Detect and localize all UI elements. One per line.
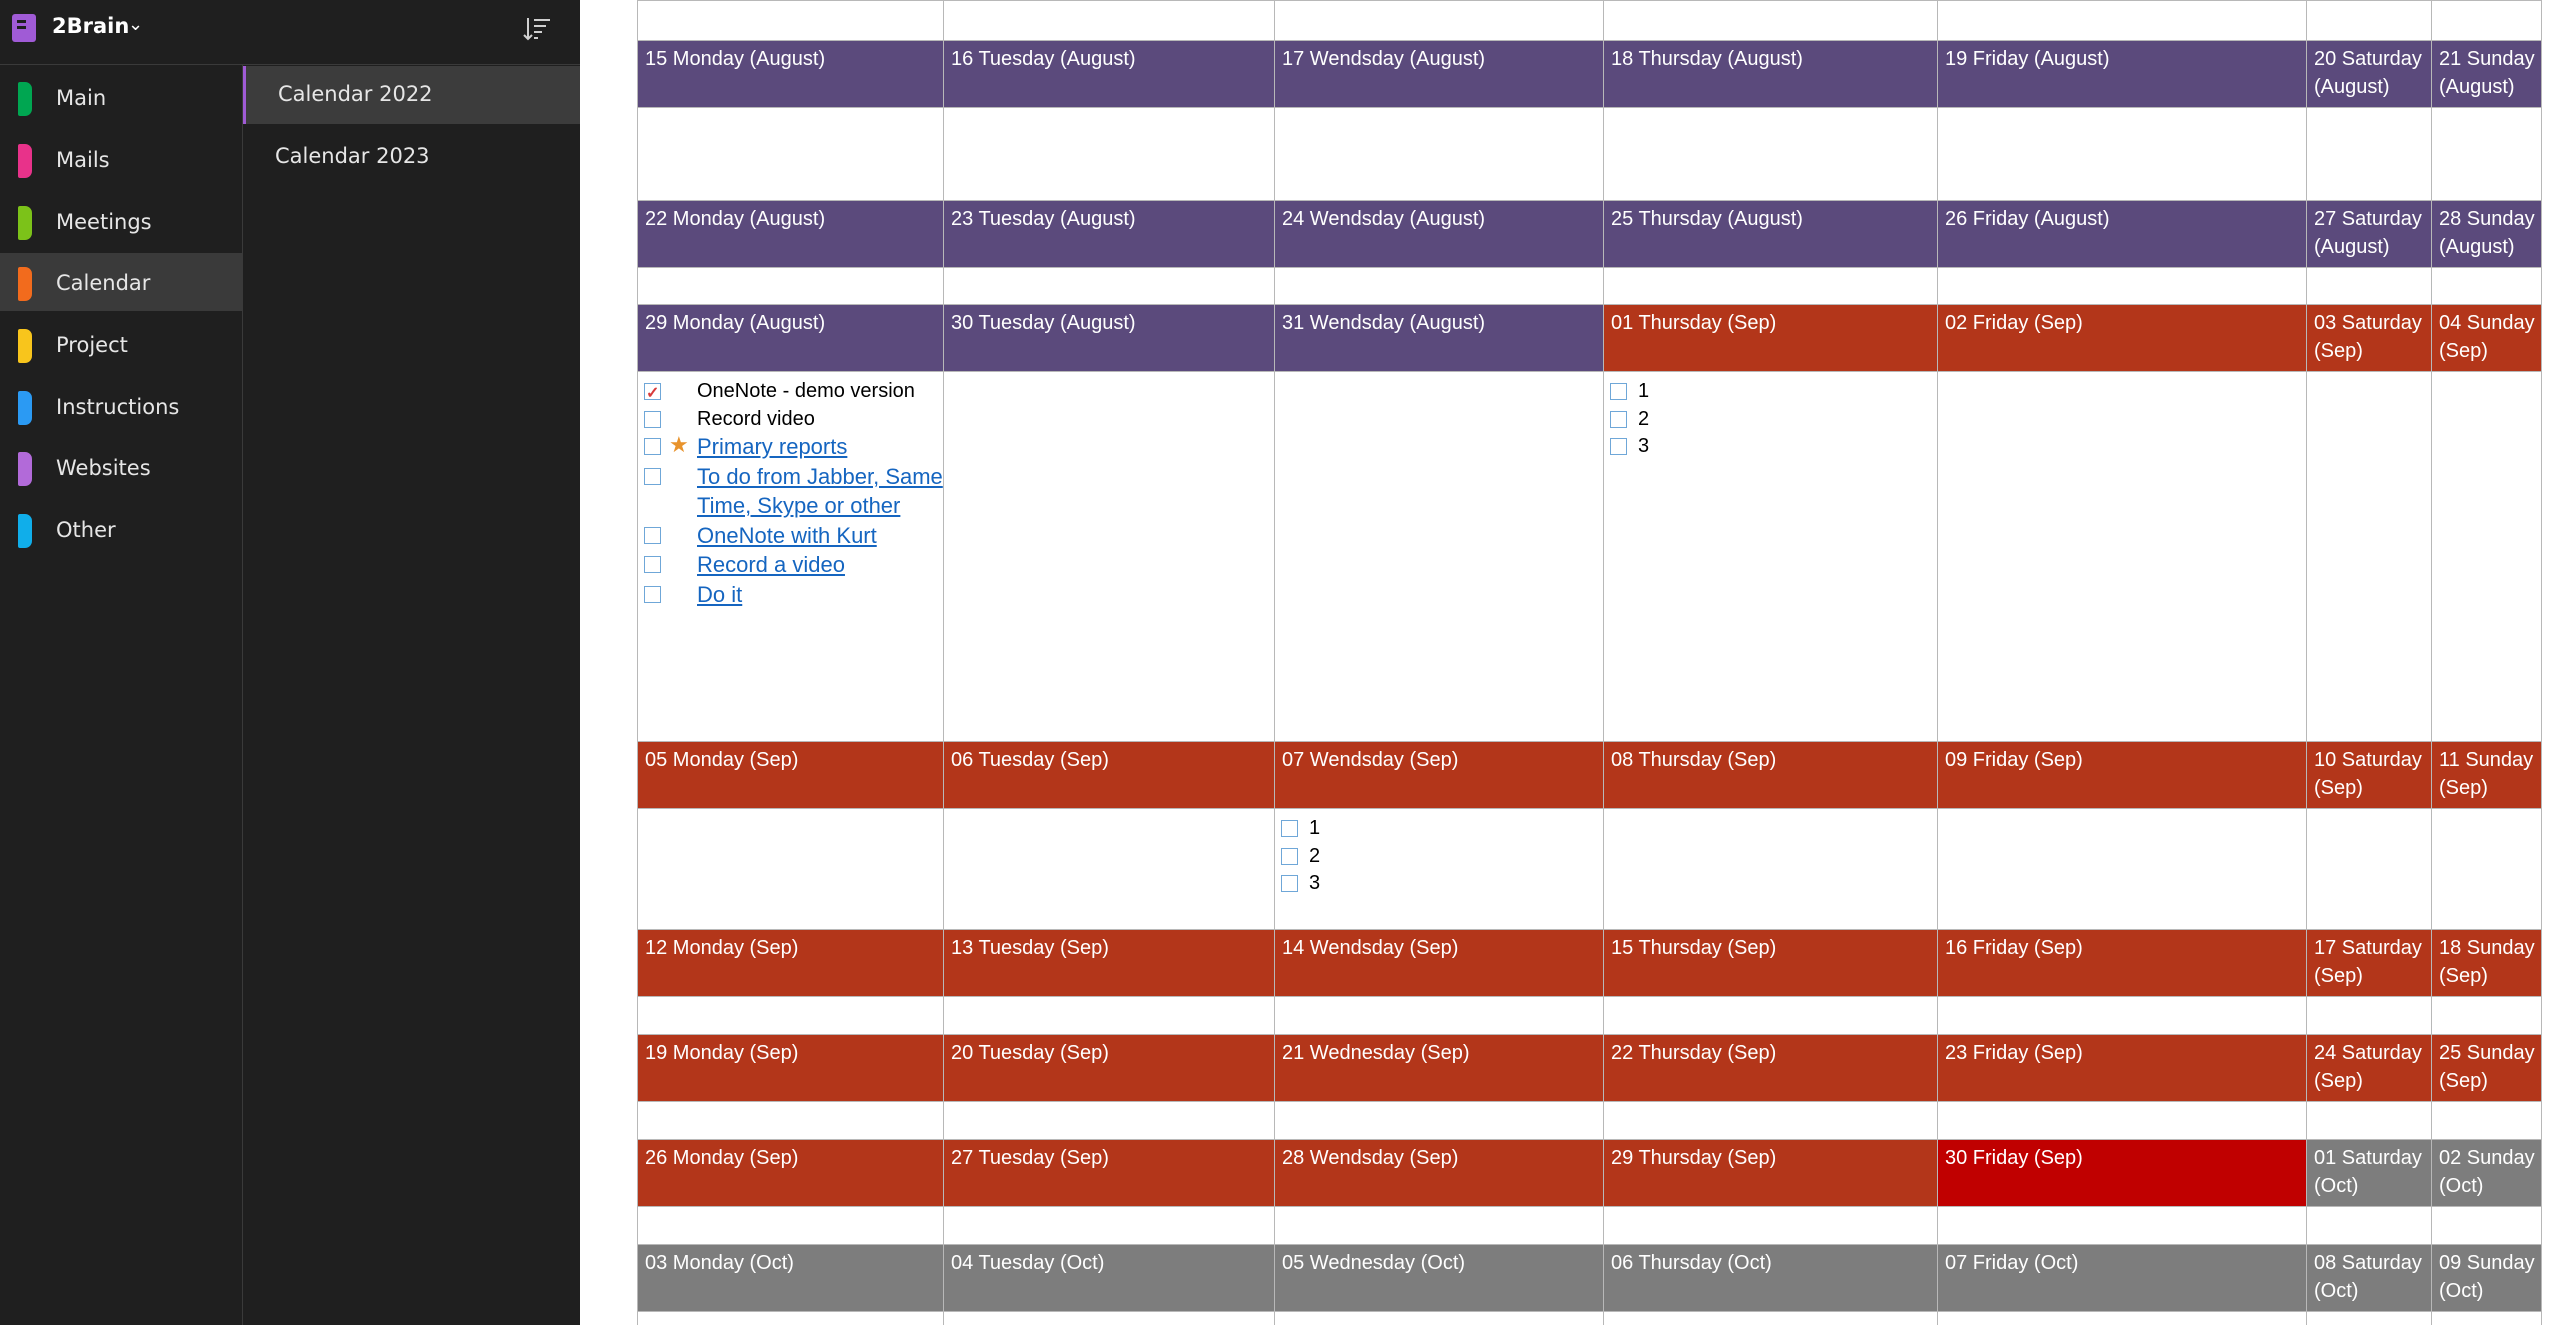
day-header: 27 Saturday (August)	[2307, 201, 2432, 268]
todo-item: ✓ OneNote - demo version	[642, 378, 943, 406]
day-header: 10 Saturday (Sep)	[2307, 742, 2432, 809]
todo-list	[1275, 809, 1603, 898]
checkbox[interactable]	[1281, 848, 1298, 865]
day-header: 27 Tuesday (Sep)	[944, 1140, 1275, 1207]
day-header: 07 Wendsday (Sep)	[1275, 742, 1604, 809]
page-canvas[interactable]	[580, 0, 2560, 1325]
day-header: 15 Thursday (Sep)	[1604, 930, 1938, 997]
day-header: 23 Friday (Sep)	[1938, 1035, 2307, 1102]
day-cell-aug-29[interactable]	[638, 372, 944, 742]
section-meetings[interactable]	[0, 192, 242, 250]
day-header: 22 Monday (August)	[638, 201, 944, 268]
section-label: Mails	[56, 148, 110, 172]
star-icon: ★	[669, 432, 689, 457]
day-content-row	[638, 108, 2542, 201]
section-tab-icon	[18, 391, 32, 425]
day-header: 09 Friday (Sep)	[1938, 742, 2307, 809]
checkbox[interactable]	[1281, 820, 1298, 837]
day-header: 11 Sunday (Sep)	[2432, 742, 2542, 809]
day-header: 26 Monday (Sep)	[638, 1140, 944, 1207]
week-header-row	[638, 201, 2542, 268]
day-header: 26 Friday (August)	[1938, 201, 2307, 268]
section-tab-icon	[18, 82, 32, 116]
section-websites[interactable]	[0, 438, 242, 496]
day-header: 01 Saturday (Oct)	[2307, 1140, 2432, 1207]
day-header: 13 Tuesday (Sep)	[944, 930, 1275, 997]
day-header: 25 Sunday (Sep)	[2432, 1035, 2542, 1102]
section-label: Main	[56, 86, 107, 110]
day-header-today: 30 Friday (Sep)	[1938, 1140, 2307, 1207]
day-content-row	[638, 1207, 2542, 1245]
day-header: 18 Thursday (August)	[1604, 41, 1938, 108]
day-cell-sep-07[interactable]	[1275, 809, 1604, 930]
section-tab-icon	[18, 514, 32, 548]
day-content-row	[638, 997, 2542, 1035]
todo-item	[642, 581, 943, 611]
day-header: 21 Wednesday (Sep)	[1275, 1035, 1604, 1102]
todo-item: 2	[1279, 843, 1603, 871]
day-header: 24 Wendsday (August)	[1275, 201, 1604, 268]
section-tab-icon	[18, 206, 32, 240]
section-calendar[interactable]	[0, 253, 242, 311]
section-project[interactable]	[0, 315, 242, 373]
todo-item: 2	[1608, 406, 1937, 434]
chevron-down-icon[interactable]: ⌄	[128, 14, 144, 35]
day-header: 29 Thursday (Sep)	[1604, 1140, 1938, 1207]
day-header: 28 Sunday (August)	[2432, 201, 2542, 268]
page-label: Calendar 2023	[275, 144, 430, 168]
day-cell-sep-01[interactable]	[1604, 372, 1938, 742]
week-header-row	[638, 41, 2542, 108]
sort-button[interactable]	[522, 12, 552, 44]
task-link[interactable]: Do it	[697, 581, 743, 607]
checkbox[interactable]	[644, 468, 661, 485]
day-header: 08 Thursday (Sep)	[1604, 742, 1938, 809]
day-header: 16 Tuesday (August)	[944, 41, 1275, 108]
day-header: 06 Thursday (Oct)	[1604, 1245, 1938, 1312]
day-header: 30 Tuesday (August)	[944, 305, 1275, 372]
checkbox[interactable]	[1610, 383, 1627, 400]
page-calendar-2023[interactable]	[243, 128, 580, 186]
notebook-icon	[12, 14, 36, 42]
section-tab-icon	[18, 144, 32, 178]
day-header: 29 Monday (August)	[638, 305, 944, 372]
day-header: 08 Saturday (Oct)	[2307, 1245, 2432, 1312]
section-list	[0, 64, 243, 1325]
day-header: 03 Monday (Oct)	[638, 1245, 944, 1312]
todo-item	[642, 551, 943, 581]
page-calendar-2022[interactable]	[243, 66, 580, 124]
day-header: 01 Thursday (Sep)	[1604, 305, 1938, 372]
notebook-name[interactable]: 2Brain	[52, 14, 130, 38]
section-label: Other	[56, 518, 116, 542]
sort-icon	[522, 12, 552, 44]
day-header: 04 Tuesday (Oct)	[944, 1245, 1275, 1312]
day-content-row	[638, 809, 2542, 930]
todo-item: 3	[1608, 433, 1937, 461]
section-tab-icon	[18, 329, 32, 363]
day-header: 22 Thursday (Sep)	[1604, 1035, 1938, 1102]
todo-item	[642, 433, 943, 463]
day-header: 06 Tuesday (Sep)	[944, 742, 1275, 809]
section-tab-icon	[18, 267, 32, 301]
day-header: 12 Monday (Sep)	[638, 930, 944, 997]
section-label: Websites	[56, 456, 151, 480]
day-header: 17 Saturday (Sep)	[2307, 930, 2432, 997]
day-content-row	[638, 1312, 2542, 1325]
day-header: 05 Monday (Sep)	[638, 742, 944, 809]
task-link[interactable]: OneNote with Kurt	[697, 522, 877, 548]
day-content-row	[638, 1, 2542, 41]
day-header: 07 Friday (Oct)	[1938, 1245, 2307, 1312]
section-label: Project	[56, 333, 128, 357]
day-header: 24 Saturday (Sep)	[2307, 1035, 2432, 1102]
day-header: 16 Friday (Sep)	[1938, 930, 2307, 997]
section-mails[interactable]	[0, 130, 242, 188]
week-header-row	[638, 1245, 2542, 1312]
day-header: 09 Sunday (Oct)	[2432, 1245, 2542, 1312]
todo-item: 1	[1608, 378, 1937, 406]
week-header-row	[638, 1140, 2542, 1207]
day-header: 23 Tuesday (August)	[944, 201, 1275, 268]
checkbox[interactable]	[644, 527, 661, 544]
section-tab-icon	[18, 452, 32, 486]
todo-item	[642, 522, 943, 552]
checkbox[interactable]	[1610, 411, 1627, 428]
week-header-row	[638, 305, 2542, 372]
navigation-pane	[0, 0, 580, 1325]
calendar-table	[637, 0, 2542, 1325]
task-link[interactable]: To do from Jabber, Same Time, Skype or other	[697, 463, 943, 518]
day-header: 21 Sunday (August)	[2432, 41, 2542, 108]
day-header: 28 Wendsday (Sep)	[1275, 1140, 1604, 1207]
day-header: 20 Tuesday (Sep)	[944, 1035, 1275, 1102]
checkbox[interactable]	[644, 556, 661, 573]
week-header-row	[638, 1035, 2542, 1102]
checkbox[interactable]	[644, 438, 661, 455]
section-label: Calendar	[56, 271, 151, 295]
page-label: Calendar 2022	[278, 82, 433, 106]
todo-item	[642, 463, 943, 522]
day-header: 14 Wendsday (Sep)	[1275, 930, 1604, 997]
day-header: 25 Thursday (August)	[1604, 201, 1938, 268]
todo-item: 1	[1279, 815, 1603, 843]
day-header: 02 Sunday (Oct)	[2432, 1140, 2542, 1207]
section-instructions[interactable]	[0, 377, 242, 435]
day-header: 02 Friday (Sep)	[1938, 305, 2307, 372]
checkbox[interactable]	[644, 411, 661, 428]
page-list	[243, 64, 580, 1325]
todo-item: Record video	[642, 406, 943, 434]
day-header: 04 Sunday (Sep)	[2432, 305, 2542, 372]
todo-list	[1604, 372, 1937, 461]
checkbox[interactable]	[1610, 438, 1627, 455]
section-other[interactable]	[0, 500, 242, 558]
week-header-row	[638, 930, 2542, 997]
checkbox[interactable]	[644, 586, 661, 603]
todo-list	[638, 372, 943, 610]
day-header: 31 Wendsday (August)	[1275, 305, 1604, 372]
section-main[interactable]	[0, 68, 242, 126]
day-content-row	[638, 1102, 2542, 1140]
day-header: 17 Wendsday (August)	[1275, 41, 1604, 108]
section-label: Instructions	[56, 395, 180, 419]
day-header: 05 Wednesday (Oct)	[1275, 1245, 1604, 1312]
day-content-row	[638, 268, 2542, 305]
checkbox[interactable]	[1281, 875, 1298, 892]
todo-item: 3	[1279, 870, 1603, 898]
section-label: Meetings	[56, 210, 152, 234]
day-header: 15 Monday (August)	[638, 41, 944, 108]
day-header: 20 Saturday (August)	[2307, 41, 2432, 108]
notebook-header	[0, 0, 580, 65]
week-header-row	[638, 742, 2542, 809]
day-header: 03 Saturday (Sep)	[2307, 305, 2432, 372]
day-header: 19 Monday (Sep)	[638, 1035, 944, 1102]
checkbox-checked[interactable]	[644, 383, 661, 400]
day-content-row	[638, 372, 2542, 742]
task-link[interactable]: Primary reports	[697, 434, 848, 459]
day-header: 19 Friday (August)	[1938, 41, 2307, 108]
task-link[interactable]: Record a video	[697, 552, 845, 577]
day-header: 18 Sunday (Sep)	[2432, 930, 2542, 997]
